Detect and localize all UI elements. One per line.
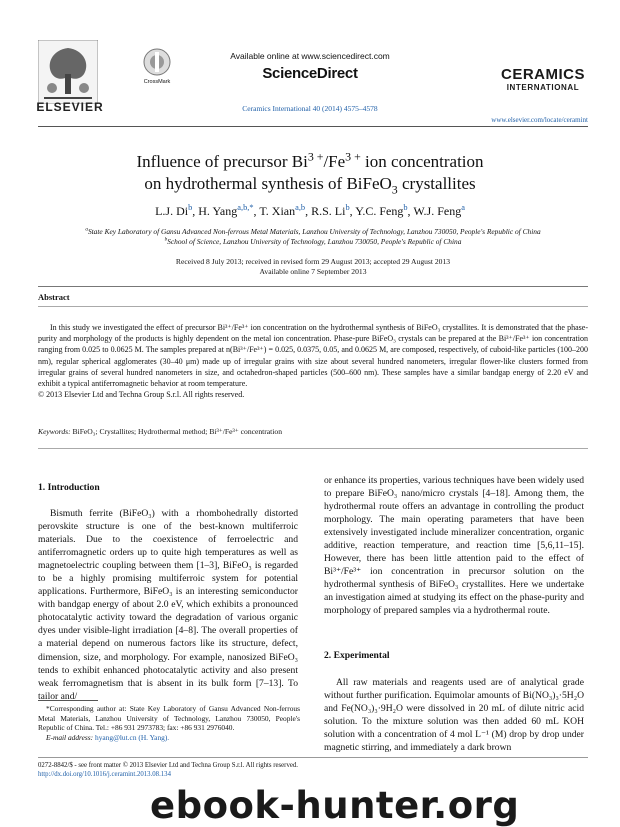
left-column: [38, 507, 298, 703]
author-affiliation-mark[interactable]: a: [461, 203, 465, 212]
title-part: on hydrothermal synthesis of BiFeO: [144, 174, 392, 193]
right-column: [324, 474, 584, 618]
article-title: [70, 151, 550, 195]
available-online-text: Available online at www.sciencedirect.com: [230, 51, 390, 61]
author-list: L.J. Di$^b$, H. Yang$^{a,b,*}$, T. Xian$^{a,b}$, R.S. Li$^b$, Y.C. Feng$^b$, W.J. Feng$^a$: [155, 203, 465, 218]
footnote-divider: [38, 700, 98, 701]
email-link[interactable]: hyang@lut.cn (H. Yang).: [95, 732, 170, 742]
abstract-body: [38, 322, 588, 400]
title-superscript: 3 +: [307, 149, 324, 164]
journal-logo-title: CERAMICS: [500, 66, 585, 83]
title-part: Influence of precursor Bi: [136, 152, 308, 171]
affiliation-a-text: State Key Laboratory of Gansu Advanced Non-ferrous Metal Materials, Lanzhou University of Technology, Lanzhou 730050, People's Republic of China: [87, 227, 541, 236]
elsevier-tree-logo: [38, 40, 98, 104]
publisher-name: ELSEVIER: [36, 100, 104, 114]
author-name[interactable]: W.J. Feng: [413, 204, 462, 218]
abstract-text: In this study we investigated the effect of precursor Bi³⁺/Fe³⁺ ion concentration on the hydrothermal synthesis of BiFeO₃ crystallites. It is demonstrated that the phase-purity and morphology of the products is highly dependent on the metal ion concentration. Phase-pure BiFeO₃ crystals can be prepared at the Bi³⁺/Fe³⁺ ion concentration ranging from 0.025 to 0.0625 M. The samples prepared at n(Bi³⁺/Fe³⁺) = 0.025, 0.0375, 0.05, and 0.0625 M, are composed, respectively, of cuboid-like particles (100–200 nm), regular spherical agglomerates (30–40 μm) made up of irregular grains with size about several hundred nanometers, irregular flower-like clusters formed from irregular grains of several hundred nanometers in size, and octahedron-shaped particles (500–600 nm). These samples have a similar bandgap energy of 2.20 eV and exhibit a typical antiferromagnetic behavior at room temperature.: [38, 323, 588, 389]
abstract-heading: Abstract: [38, 292, 70, 302]
affiliation-b-text: School of Science, Lanzhou University of Technology, Lanzhou 730050, People's Republic of China: [167, 237, 462, 246]
intro-paragraph: Bismuth ferrite (BiFeO₃) with a rhombohedrally distorted perovskite structure is one of the best-known multiferroic materials. Due to the coexistence of ferroelectric and antiferromagnetic orders up to quite high temperatures as well as magnetoelectric coupling between them [1–3], BiFeO₃ is regarded to be a highly promising multiferroic system for potential applications. Furthermore, BiFeO₃ is an interesting semiconductor with bandgap energy of about 2.0 eV, which exhibits a pronounced photocatalytic activity toward the degradation of various organic dyes under visible-light irradiation [4–8]. The overall properties of a material depend on numerous factors like its structure, defect, dimension, size, and morphology. For example, nanosized BiFeO₃ tends to exhibit enhanced photocatalytic activity and also present weak ferromagnetism that is absent in its bulk form [7–13]. To tailor and/: [38, 508, 298, 702]
received-dates: Received 8 July 2013; received in revised form 29 August 2013; accepted 29 August 2013: [175, 257, 451, 266]
author-affiliation-mark[interactable]: b: [188, 203, 193, 212]
title-subscript: 3: [391, 182, 398, 197]
doi-link[interactable]: http://dx.doi.org/10.1016/j.ceramint.2013.08.134: [38, 771, 171, 778]
experimental-paragraph: All raw materials and reagents used are of analytical grade without further purification. Equimolar amounts of Bi(NO₃)₃·5H₂O and Fe(NO₃)₃·9H₂O were dissolved in 20 mL of dilute nitric acid solution. To the mixture solution was then added 60 mL KOH solution with a concentration of 4 mol L⁻¹ (M) drop by drop under magnetic stirring, and immediately a dark brown: [324, 677, 584, 754]
abstract-divider: [38, 306, 588, 307]
footnote: [38, 704, 300, 742]
keywords-text: BiFeO₃; Crystallites; Hydrothermal method; Bi³⁺/Fe³⁺ concentration: [72, 427, 282, 436]
sciencedirect-logo[interactable]: ScienceDirect: [262, 65, 358, 82]
title-part: ion concentration: [360, 152, 484, 171]
journal-url-link[interactable]: www.elsevier.com/locate/ceramint: [491, 116, 588, 124]
crossmark-icon[interactable]: [143, 48, 171, 76]
journal-reference[interactable]: Ceramics International 40 (2014) 4575–4578: [242, 104, 378, 113]
bottom-divider: [38, 757, 588, 758]
author-name[interactable]: T. Xian: [259, 204, 296, 218]
section-heading-introduction: 1. Introduction: [38, 482, 100, 493]
front-matter-copyright: 0272-8842/$ - see front matter © 2013 Elsevier Ltd and Techna Group S.r.l. All rights reserved.: [38, 762, 298, 769]
abstract-copyright: © 2013 Elsevier Ltd and Techna Group S.r.l. All rights reserved.: [38, 390, 245, 400]
keywords-label: Keywords:: [38, 427, 71, 436]
author-name[interactable]: L.J. Di: [155, 204, 189, 218]
journal-logo-subtitle: INTERNATIONAL: [506, 83, 580, 92]
keywords: [38, 427, 588, 436]
affiliation-b: $^b$School of Science, Lanzhou University of Technology, Lanzhou 730050, People's Republic of China: [164, 236, 462, 246]
author-name[interactable]: Y.C. Feng: [355, 204, 404, 218]
author-name[interactable]: H. Yang: [198, 204, 238, 218]
corresponding-author-note: *Corresponding author at: State Key Laboratory of Gansu Advanced Non-ferrous Metal Materials, Lanzhou University of Technology, Lanzhou 730050, People's Republic of China. Tel.: +86 931 2973783; fax: +86 931 2976040.: [38, 704, 300, 733]
crossmark-label: CrossMark: [143, 79, 171, 85]
intro-continued-paragraph: or enhance its properties, various techniques have been widely used to prepare BiFeO₃ nano/micro crystals [4–18]. Among them, the hydrothermal route offers an advantage in controlling the product morphology. The main operating parameters that have been extensively investigated include mineralizer concentration, organic additive, reaction temperature, and reaction time [5,6,11–15]. However, there has been little attention paid to the effect of Bi³⁺/Fe³⁺ ion concentration in precursor solution on the hydrothermal synthesis of BiFeO₃ crystallites. Here we undertake an investigation aimed at studying its effect on the phase-purity and morphology of prepared samples via a hydrothermal route.: [324, 475, 585, 617]
title-superscript: 3 +: [345, 149, 361, 164]
author-affiliation-mark[interactable]: a,b: [295, 203, 306, 212]
author-affiliation-mark[interactable]: b: [345, 203, 350, 212]
journal-logo: [497, 67, 589, 92]
affiliation-a: $^a$State Key Laboratory of Gansu Advanced Non-ferrous Metal Materials, Lanzhou University of Technology, Lanzhou 730050, People's Republic of China: [85, 226, 541, 236]
keywords-divider: [38, 448, 588, 449]
experimental-column: [324, 676, 584, 754]
title-divider: [38, 286, 588, 287]
section-heading-experimental: 2. Experimental: [324, 650, 390, 661]
title-part: crystallites: [397, 174, 476, 193]
header-divider: [38, 126, 588, 127]
author-name[interactable]: R.S. Li: [311, 204, 346, 218]
author-affiliation-mark[interactable]: b: [403, 203, 408, 212]
online-date: Available online 7 September 2013: [259, 267, 367, 276]
author-affiliation-mark[interactable]: a,b,*: [237, 203, 254, 212]
title-part: /Fe: [323, 152, 346, 171]
watermark-text: ebook-hunter.org: [150, 784, 520, 827]
email-label: E-mail address:: [46, 732, 94, 742]
front-matter: [38, 761, 398, 779]
